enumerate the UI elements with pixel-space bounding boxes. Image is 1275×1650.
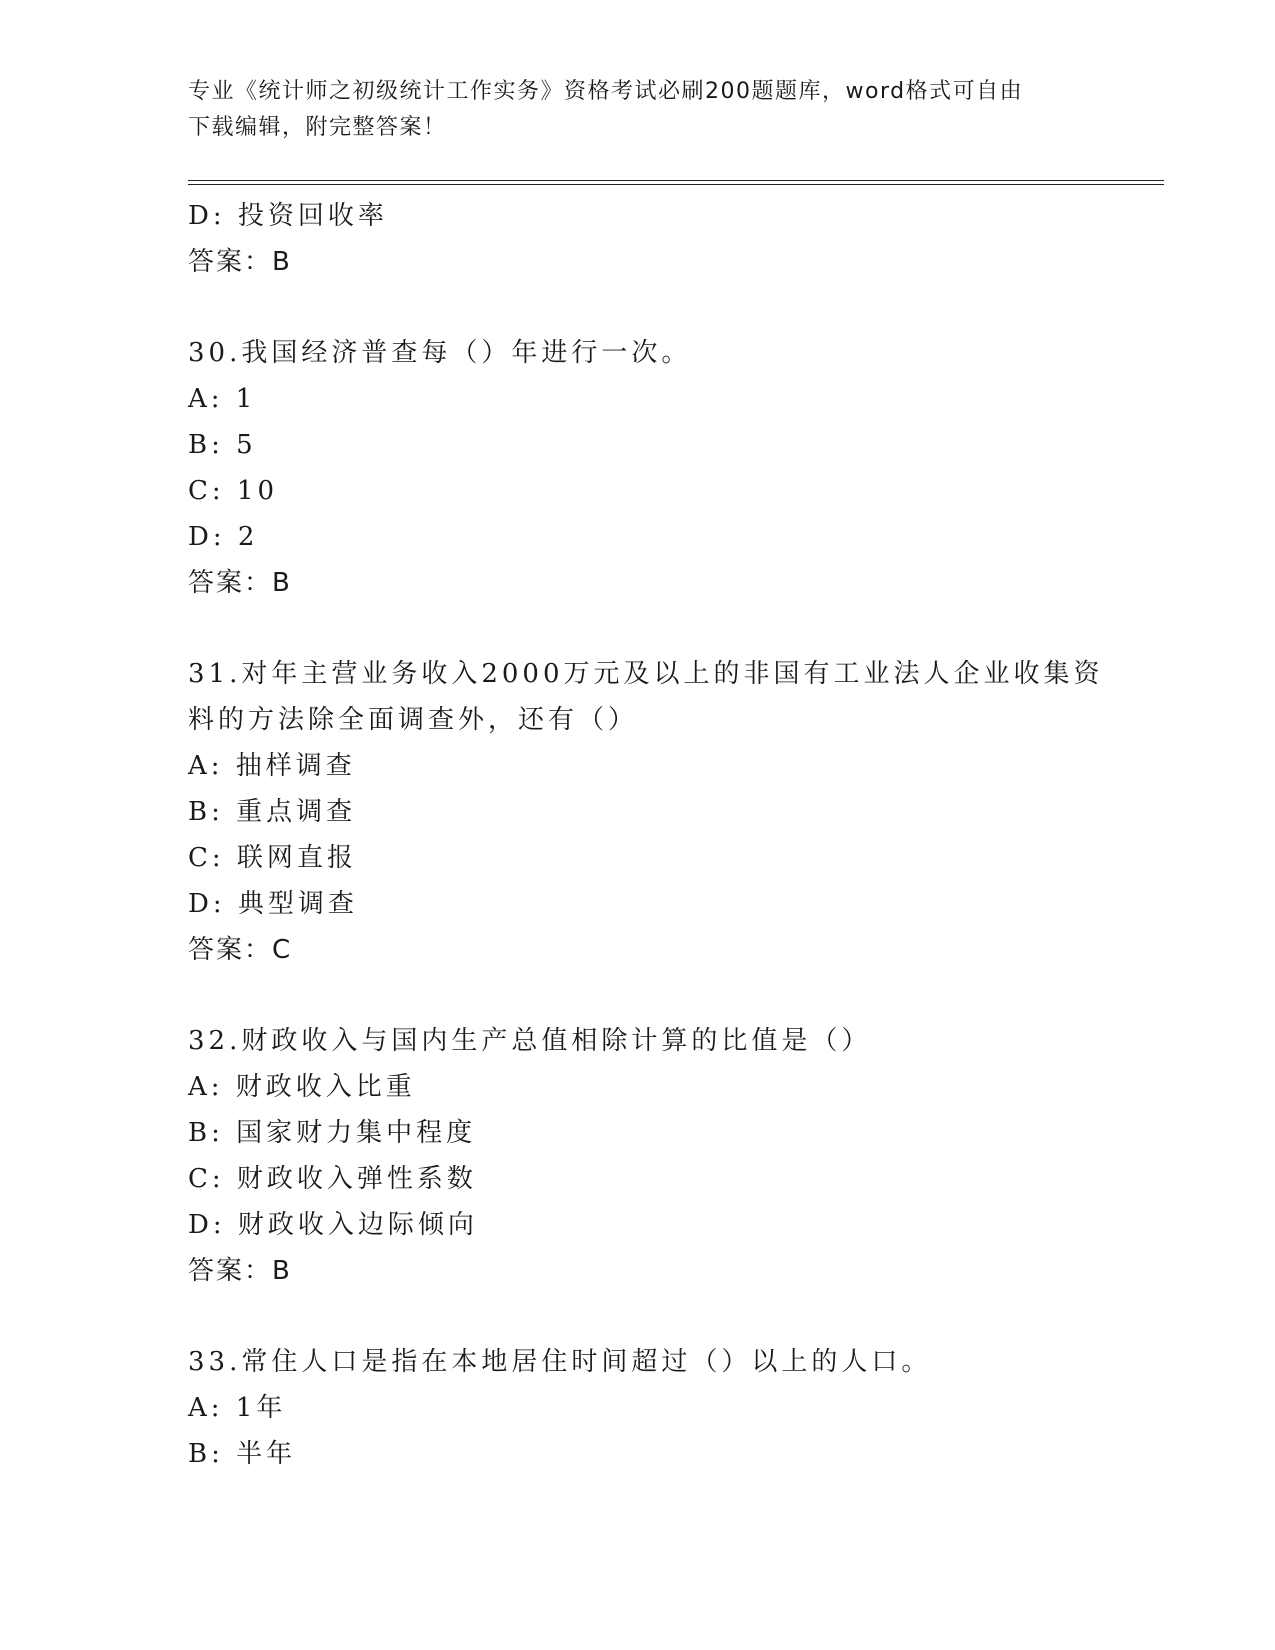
header-line-2: 下载编辑，附完整答案！ — [188, 115, 447, 140]
option-c: C: 联网直报 — [188, 843, 357, 873]
option-d: D: 典型调查 — [188, 889, 358, 919]
option-b: B: 国家财力集中程度 — [188, 1118, 477, 1148]
option-a: A: 财政收入比重 — [188, 1072, 416, 1102]
header-divider-top — [188, 180, 1164, 181]
header-divider-bottom — [188, 184, 1164, 185]
option-b: B: 重点调查 — [188, 797, 357, 827]
answer: 答案：B — [188, 247, 292, 277]
question-list — [188, 193, 1104, 1477]
question-31 — [188, 651, 1104, 973]
question-text: 33.常住人口是指在本地居住时间超过（）以上的人口。 — [188, 1347, 932, 1377]
question-text: 30.我国经济普查每（）年进行一次。 — [188, 338, 692, 368]
option-d: D: 财政收入边际倾向 — [188, 1210, 478, 1240]
option-a: A: 抽样调查 — [188, 751, 356, 781]
spacer — [188, 285, 1088, 330]
question-text: 32.财政收入与国内生产总值相除计算的比值是（） — [188, 1026, 872, 1056]
question-29 — [188, 193, 1088, 285]
question-text-line-1: 31.对年主营业务收入2000万元及以上的非国有工业法人企业收集资 — [188, 659, 1104, 689]
option-d: D: 2 — [188, 522, 259, 552]
spacer — [188, 1294, 1088, 1339]
question-text-line-2: 料的方法除全面调查外，还有（） — [188, 705, 639, 735]
question-33 — [188, 1339, 1088, 1477]
question-32 — [188, 1018, 1088, 1294]
document-header — [188, 74, 1068, 146]
option-c: C: 财政收入弹性系数 — [188, 1164, 477, 1194]
answer: 答案：C — [188, 935, 293, 965]
option-b: B: 5 — [188, 430, 257, 460]
question-30 — [188, 330, 1088, 606]
option-a: A: 1年 — [188, 1393, 287, 1423]
option-c: C: 10 — [188, 476, 279, 506]
option-b: B: 半年 — [188, 1439, 297, 1469]
spacer — [188, 973, 1088, 1018]
option-d: D: 投资回收率 — [188, 201, 388, 231]
spacer — [188, 606, 1088, 651]
option-a: A: 1 — [188, 384, 257, 414]
header-line-1: 专业《统计师之初级统计工作实务》资格考试必刷200题题库，word格式可自由 — [188, 79, 1024, 104]
answer: 答案：B — [188, 1256, 292, 1286]
answer: 答案：B — [188, 568, 292, 598]
